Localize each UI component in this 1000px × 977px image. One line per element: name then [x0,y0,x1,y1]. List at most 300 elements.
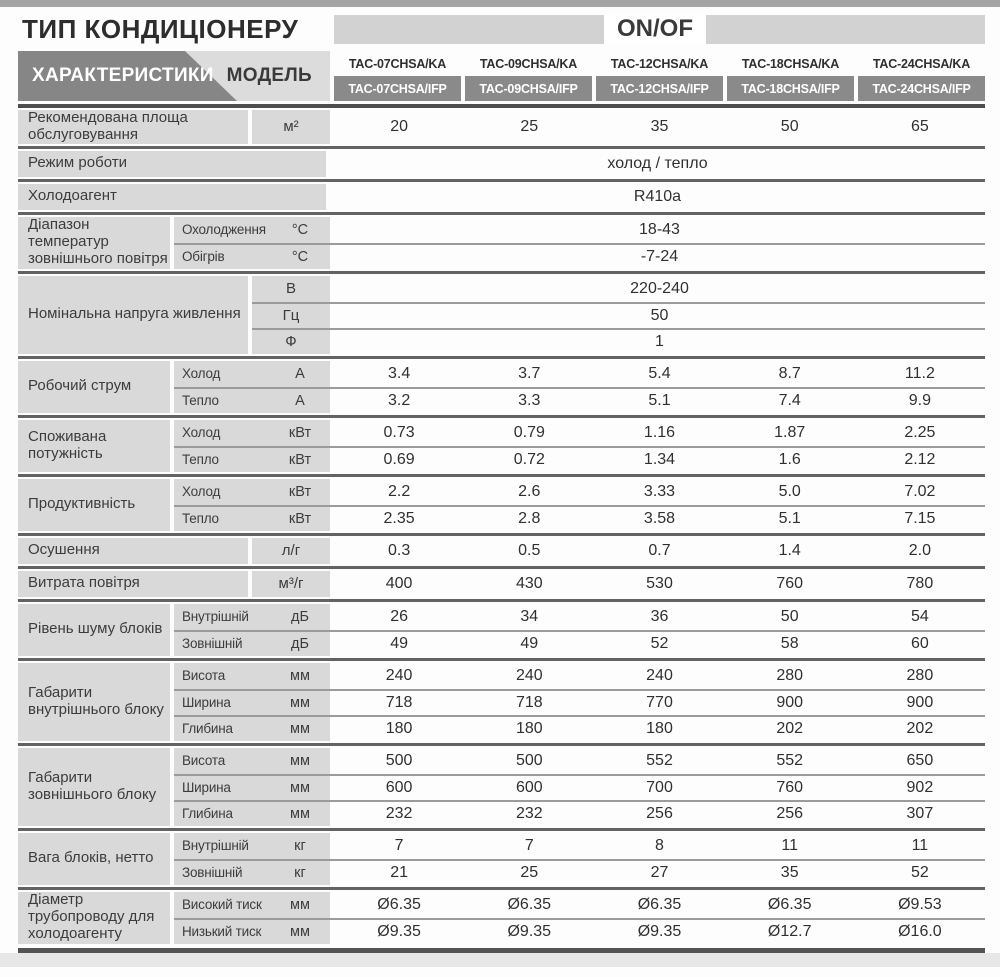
row-unit: кВт [288,451,312,468]
spec-section [18,474,985,533]
table-row [174,420,985,446]
row-sub-cell [174,748,330,774]
data-cell: 1.87 [774,423,806,441]
spec-section [18,415,985,474]
section-label: Продуктивність [18,479,170,531]
row-values [334,604,985,630]
data-cell: 7.02 [904,482,936,500]
mode-label: ON/OF [604,15,706,44]
data-cell: 240 [385,666,413,684]
row-unit: мм [290,720,310,737]
data-cell: 700 [646,778,673,796]
section-rows [252,538,985,564]
section-rows [174,479,985,531]
data-cell: 21 [390,863,408,881]
data-cell: 900 [906,693,934,711]
data-cell: 2.12 [904,450,936,468]
data-cell: 3.58 [643,509,676,527]
data-cell: 9.9 [908,391,932,409]
row-sub-label: Внутрішній [182,838,249,854]
table-row [174,774,985,800]
row-sub-label: Обігрів [182,249,225,265]
section-rows [174,604,985,656]
data-cell: Ø9.53 [898,895,942,913]
data-cell: 1.6 [778,450,801,468]
mode-band-segment [706,15,985,44]
table-row [174,715,985,741]
data-cell: 11 [911,836,929,854]
section-label: Споживана потужність [18,420,170,472]
spec-section [18,743,985,828]
row-unit: А [295,365,305,382]
data-cell: 256 [646,804,673,822]
data-cell: 2.2 [387,482,411,500]
data-cell: 49 [520,634,539,652]
row-sub-cell [174,604,330,630]
section-label: Холодоагент [18,184,326,210]
section-rows [252,110,985,144]
row-sub-label: Глибина [182,806,233,822]
table-row [330,184,985,210]
table-row [174,663,985,689]
model-name-ifp: TAC-09CHSA/IFP [465,76,592,101]
table-row [252,328,985,354]
row-sub-label: Висота [182,753,225,769]
row-sub-label: Зовнішній [182,636,243,652]
section-rows [174,420,985,472]
spec-section [18,533,985,566]
row-unit: кВт [288,510,312,527]
row-values [334,361,985,387]
row-sub-cell [174,507,330,531]
row-unit: м² [252,110,330,144]
data-cell: 718 [385,693,413,711]
data-cell: 2.25 [904,423,936,441]
spec-section [18,108,985,146]
row-unit: В [252,276,330,302]
bottom-margin [0,953,1000,967]
data-cell: 232 [515,804,543,822]
table-row [174,387,985,413]
data-cell: 20 [390,117,408,135]
section-label: Режим роботи [18,151,326,177]
data-cell: 180 [646,719,673,737]
data-cell: 650 [906,751,934,769]
data-cell: 52 [910,863,929,881]
data-cell: Ø12.7 [767,922,812,940]
data-cell: 770 [646,693,673,711]
row-sub-label: Ширина [182,695,231,711]
section-label: Витрата повітря [18,571,248,597]
row-unit: мм [290,752,310,769]
table-row [174,630,985,656]
data-span-cell: R410a [633,187,682,205]
model-column [727,51,854,101]
spec-section [18,212,985,271]
model-name-ka: TAC-12CHSA/KA [610,56,709,71]
row-sub-cell [174,361,330,387]
data-span-cell: холод / тепло [607,154,708,172]
characteristics-model-header [18,51,985,101]
section-label: Осушення [18,538,248,564]
row-sub-label: Охолодження [182,222,266,238]
table-row [174,833,985,859]
table-row [174,217,985,243]
row-unit: мм [290,779,310,796]
data-cell: 5.0 [778,482,801,500]
data-span-cell: 18-43 [639,220,680,238]
table-row [174,859,985,885]
row-values [334,389,985,413]
data-cell: 0.79 [513,423,545,441]
data-cell: 0.72 [513,450,545,468]
data-cell: 1.4 [778,541,801,559]
data-cell: 500 [515,751,543,769]
data-cell: 400 [385,574,413,592]
section-rows [174,361,985,413]
data-cell: 27 [650,863,669,881]
data-cell: 11 [781,836,798,854]
section-label: Габарити зовнішнього блоку [18,748,170,826]
data-cell: 49 [390,634,408,652]
row-unit: л/г [252,538,330,564]
data-cell: 430 [515,574,543,592]
data-cell: 11.2 [904,364,935,382]
row-unit: °С [291,248,309,265]
data-cell: 760 [776,778,804,796]
row-sub-cell [174,717,330,741]
spec-section [18,271,985,356]
section-label: Рівень шуму блоків [18,604,170,656]
row-values [334,748,985,774]
spec-section [18,356,985,415]
table-row [330,151,985,177]
data-cell: 7.15 [904,509,936,527]
data-cell: 34 [520,607,539,625]
section-label: Робочий струм [18,361,170,413]
data-cell: 307 [906,804,934,822]
row-sub-label: Тепло [182,452,219,468]
data-cell: 5.1 [778,509,801,527]
row-sub-cell [174,776,330,800]
row-unit: кВт [288,424,312,441]
table-row [252,538,985,564]
section-rows [174,663,985,741]
row-values [334,479,985,505]
table-row [252,110,985,144]
row-sub-label: Холод [182,425,221,441]
section-rows [174,892,985,944]
model-name-ifp: TAC-24CHSA/IFP [858,76,985,101]
section-rows [330,184,985,210]
model-name-ifp: TAC-12CHSA/IFP [596,76,723,101]
model-name-ka: TAC-24CHSA/KA [872,56,971,71]
data-cell: 0.7 [648,541,671,559]
data-cell: 280 [776,666,804,684]
row-unit: °С [291,221,309,238]
data-cell: Ø16.0 [898,922,942,940]
table-row [252,302,985,328]
data-cell: 240 [646,666,673,684]
row-sub-label: Глибина [182,721,233,737]
row-values [334,861,985,885]
section-label: Діапазон температур зовнішнього повітря [18,217,170,269]
data-cell: 3.2 [387,391,411,409]
spec-table-body [18,108,985,946]
row-values [334,663,985,689]
data-cell: Ø6.35 [377,895,421,913]
mode-band [334,15,985,44]
model-name-ka: TAC-18CHSA/KA [741,56,840,71]
model-name-ka: TAC-09CHSA/KA [479,56,578,71]
data-cell: 50 [780,117,799,135]
data-cell: 902 [906,778,934,796]
table-row [174,918,985,944]
data-cell: 232 [385,804,413,822]
table-row [252,571,985,597]
data-cell: 3.33 [643,482,676,500]
section-label: Рекомендована площа обслуговування [18,110,248,144]
data-cell: Ø9.35 [507,922,552,940]
data-cell: 5.4 [648,364,671,382]
table-row [174,243,985,269]
data-cell: 5.1 [648,391,671,409]
section-label: Вага блоків, нетто [18,833,170,885]
data-cell: 35 [780,863,799,881]
section-rows [174,748,985,826]
row-sub-cell [174,663,330,689]
data-cell: 202 [906,719,934,737]
data-cell: 3.7 [518,364,541,382]
data-span-cell: 1 [655,332,664,350]
row-sub-label: Тепло [182,393,219,409]
data-cell: 25 [520,117,539,135]
model-column [334,51,461,101]
row-unit: А [295,392,305,409]
model-column [596,51,723,101]
row-sub-cell [174,420,330,446]
data-cell: 7 [394,836,404,854]
row-unit: м³/г [252,571,330,597]
row-sub-cell [174,920,330,944]
row-sub-label: Висота [182,668,225,684]
data-cell: 500 [385,751,413,769]
model-name-ifp: TAC-18CHSA/IFP [727,76,854,101]
data-cell: 50 [780,607,799,625]
model-column [858,51,985,101]
spec-section [18,828,985,887]
data-cell: 1.16 [643,423,676,441]
row-sub-cell [174,691,330,715]
row-sub-cell [174,389,330,413]
row-sub-label: Холод [182,484,221,500]
data-cell: 240 [515,666,543,684]
table-row [174,361,985,387]
data-cell: 52 [650,634,669,652]
row-sub-label: Ширина [182,780,231,796]
model-name-ka: TAC-07CHSA/KA [348,56,447,71]
row-sub-cell [174,479,330,505]
row-values [334,802,985,826]
row-values [334,892,985,918]
section-rows [252,276,985,354]
section-label: Габарити внутрішнього блоку [18,663,170,741]
spec-section [18,599,985,658]
section-label: Номінальна напруга живлення [18,276,248,354]
model-column [465,51,592,101]
row-values [334,833,985,859]
data-cell: 600 [515,778,543,796]
data-cell: 552 [776,751,804,769]
row-values [334,920,985,944]
row-unit: кВт [288,483,312,500]
data-cell: 2.6 [518,482,541,500]
data-cell: 0.69 [383,450,415,468]
row-sub-label: Тепло [182,511,219,527]
page-title: ТИП КОНДИЦІОНЕРУ [22,13,299,44]
spec-section [18,566,985,599]
row-values [334,507,985,531]
data-cell: 65 [910,117,929,135]
row-unit: кг [294,864,306,881]
characteristics-label: ХАРАКТЕРИСТИКИ [32,65,214,86]
row-values [334,632,985,656]
row-sub-cell [174,892,330,918]
row-values [334,717,985,741]
data-cell: 2.35 [383,509,415,527]
section-rows [252,571,985,597]
row-sub-cell [174,217,330,243]
data-span-cell: 50 [650,306,669,324]
row-values [334,538,985,564]
data-cell: 718 [515,693,543,711]
row-unit: мм [290,667,310,684]
row-values [334,571,985,597]
data-cell: 202 [776,719,804,737]
data-cell: 0.73 [383,423,415,441]
data-cell: 530 [646,574,673,592]
data-cell: 35 [650,117,669,135]
row-sub-cell [174,802,330,826]
table-row [174,800,985,826]
data-cell: 256 [776,804,804,822]
row-values [334,420,985,446]
data-cell: 36 [650,607,669,625]
row-values [334,776,985,800]
spec-section [18,146,985,179]
data-cell: 54 [910,607,929,625]
data-cell: 26 [390,607,408,625]
row-sub-cell [174,245,330,269]
row-sub-label: Внутрішній [182,609,249,625]
data-cell: 2.0 [908,541,932,559]
section-rows [174,833,985,885]
section-rows [330,151,985,177]
section-label: Діаметр трубопроводу для холодоагенту [18,892,170,944]
row-unit: дБ [291,608,309,625]
data-cell: 780 [906,574,934,592]
data-cell: Ø6.35 [767,895,812,913]
data-cell: 0.3 [387,541,411,559]
row-unit: кг [294,837,306,854]
row-unit: мм [290,694,310,711]
row-sub-cell [174,861,330,885]
table-row [174,505,985,531]
mode-band-segment [334,15,604,44]
data-cell: 180 [515,719,543,737]
data-cell: 8.7 [778,364,801,382]
data-cell: 3.4 [387,364,411,382]
table-row [252,276,985,302]
data-cell: 760 [776,574,804,592]
table-header-row [22,12,985,46]
table-row [174,892,985,918]
data-cell: 3.3 [518,391,541,409]
row-values [334,448,985,472]
row-unit: Гц [252,304,330,328]
data-cell: Ø6.35 [637,895,682,913]
data-cell: Ø9.35 [377,922,421,940]
data-cell: 60 [910,634,929,652]
row-values [334,691,985,715]
row-unit: мм [290,896,310,913]
data-cell: Ø9.35 [637,922,682,940]
table-row [174,604,985,630]
characteristics-band [18,51,330,101]
row-sub-label: Холод [182,366,221,382]
row-sub-cell [174,632,330,656]
data-cell: 58 [780,634,799,652]
data-cell: 280 [906,666,934,684]
data-span-cell: -7-24 [640,247,679,265]
data-cell: 2.8 [518,509,541,527]
data-cell: 7.4 [778,391,801,409]
row-sub-label: Низький тиск [182,924,262,940]
spec-section [18,887,985,946]
table-row [174,479,985,505]
model-column-label: МОДЕЛЬ [226,65,312,86]
model-names-grid [334,51,985,101]
data-cell: 8 [655,836,664,854]
table-row [174,446,985,472]
row-sub-label: Зовнішній [182,865,243,881]
data-cell: 25 [520,863,539,881]
data-cell: 552 [646,751,673,769]
section-rows [174,217,985,269]
data-cell: 1.34 [643,450,676,468]
row-sub-cell [174,833,330,859]
data-cell: 900 [776,693,804,711]
spec-section [18,658,985,743]
row-unit: Ф [252,330,330,354]
table-row [174,748,985,774]
row-values [334,110,985,144]
table-row [174,689,985,715]
top-border-strip [0,0,1000,7]
row-unit: мм [290,805,310,822]
model-name-ifp: TAC-07CHSA/IFP [334,76,461,101]
row-sub-label: Високий тиск [182,897,262,913]
data-cell: 0.5 [518,541,541,559]
row-unit: мм [290,923,310,940]
data-cell: 180 [385,719,413,737]
data-cell: 600 [385,778,413,796]
row-sub-cell [174,448,330,472]
data-span-cell: 220-240 [630,279,689,297]
data-cell: Ø6.35 [507,895,552,913]
data-cell: 7 [524,836,534,854]
spec-section [18,179,985,212]
